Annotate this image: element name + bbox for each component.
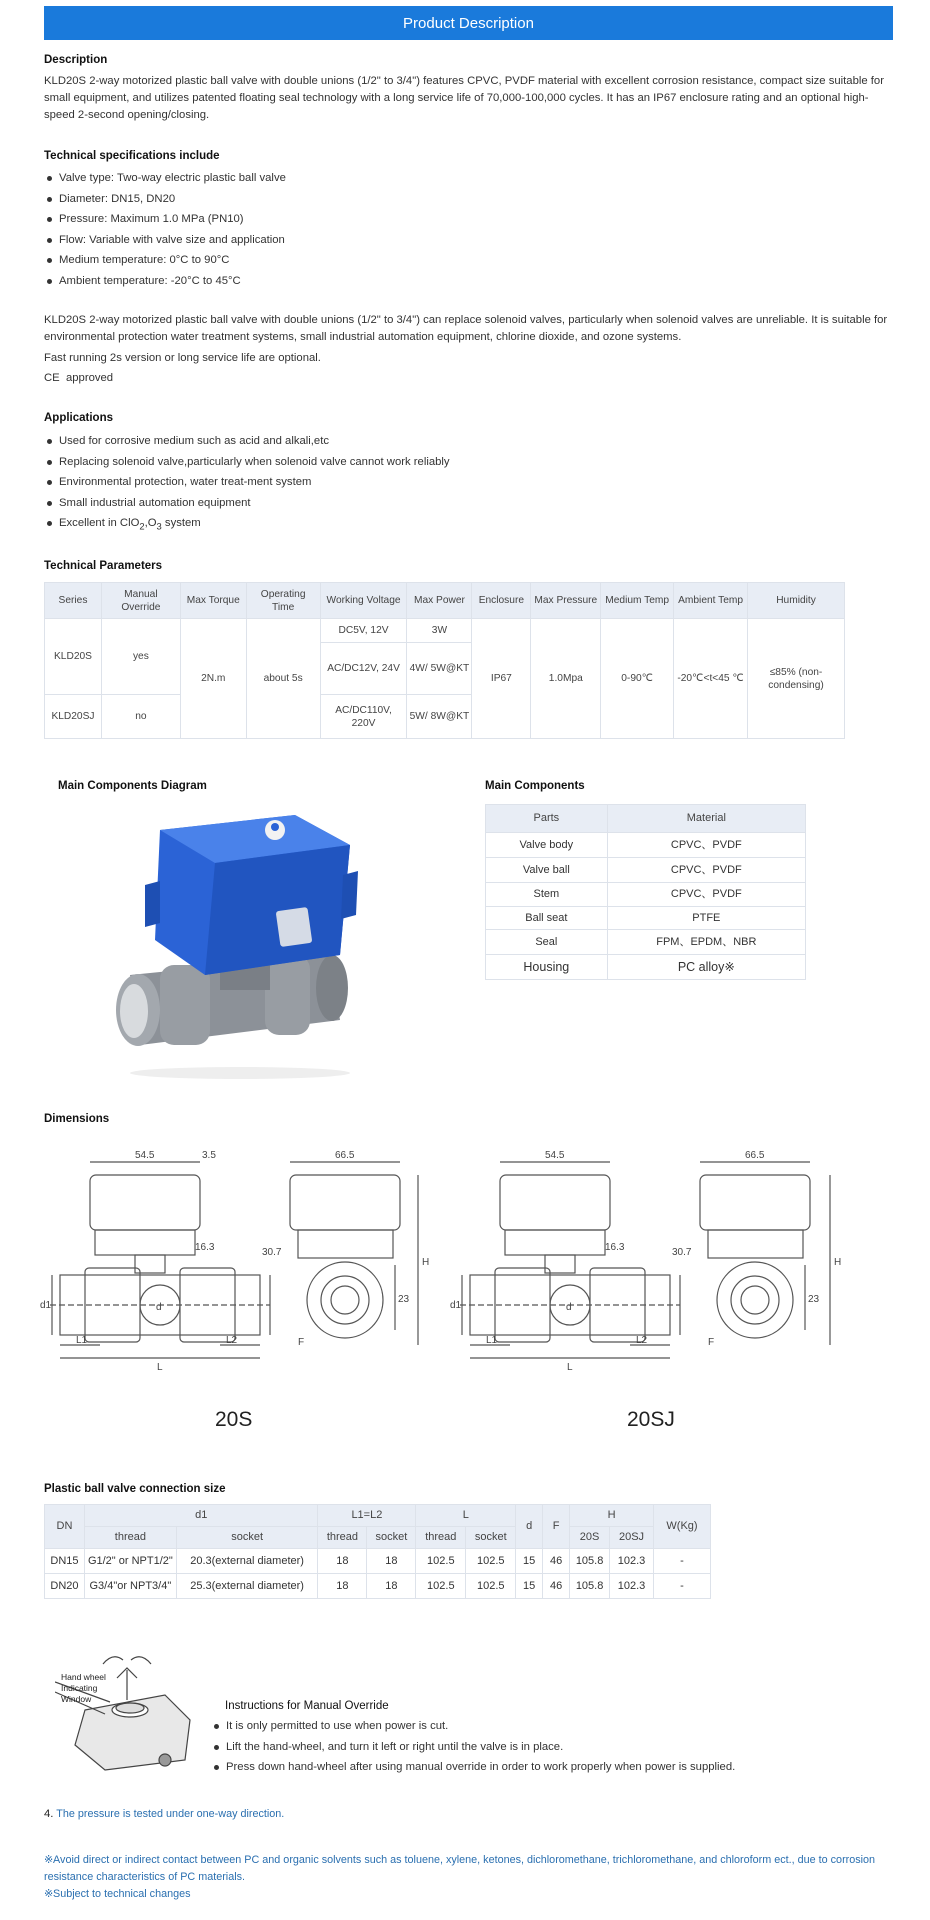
cell: 102.3 (610, 1549, 654, 1574)
dim-label: 16.3 (195, 1242, 215, 1253)
dim-label: 23 (398, 1294, 410, 1305)
cell-series: KLD20S (45, 619, 102, 695)
list-item: Ambient temperature: -20°C to 45°C (45, 271, 745, 292)
cell-part: Stem (486, 883, 608, 907)
cell: G3/4"or NPT3/4" (84, 1574, 176, 1599)
cell-medium-temp: 0-90℃ (601, 619, 674, 739)
dim-label: 66.5 (745, 1150, 765, 1161)
description-text: KLD20S 2-way motorized plastic ball valve with double unions (1/2" to 3/4") features CPVC, PVDF material with excellent corrosion resistance, compact size suitable for small equipment, and utilizes patented floating seal technology with a long service life of 70,000-100,000 cycles. It has an IP67 enclosure rating and an optional high-speed 2-second opening/closing. (44, 75, 884, 121)
cell-material: CPVC、PVDF (607, 858, 805, 883)
cell: 25.3(external diameter) (176, 1574, 318, 1599)
dim-label: d (156, 1302, 162, 1313)
th-weight: W(Kg) (654, 1505, 711, 1549)
th-enclosure: Enclosure (472, 583, 531, 619)
dim-label: 16.3 (605, 1242, 625, 1253)
cell: 105.8 (570, 1574, 610, 1599)
dim-label: d (566, 1302, 572, 1313)
th-torque: Max Torque (180, 583, 246, 619)
th-sub: thread (84, 1527, 176, 1549)
cell: 105.8 (570, 1549, 610, 1574)
th-sub: socket (176, 1527, 318, 1549)
cell-part: Seal (486, 930, 608, 955)
list-item: Environmental protection, water treat-ment system (45, 472, 745, 493)
th-dn: DN (45, 1505, 85, 1549)
th-d1: d1 (84, 1505, 317, 1527)
cell-override: yes (101, 619, 180, 695)
th-f: F (543, 1505, 570, 1549)
cell: 18 (318, 1574, 367, 1599)
cell: - (654, 1574, 711, 1599)
dimension-label-20sj: 20SJ (627, 1408, 675, 1431)
cell-pressure: 1.0Mpa (531, 619, 601, 739)
th-sub: thread (416, 1527, 466, 1549)
cell: DN20 (45, 1574, 85, 1599)
cell-override: no (101, 695, 180, 739)
cell: 46 (543, 1574, 570, 1599)
dim-label: H (834, 1257, 842, 1268)
dim-label: L1 (486, 1335, 498, 1346)
connection-heading: Plastic ball valve connection size (44, 1483, 226, 1495)
table-row (45, 1549, 711, 1574)
dim-label: 30.7 (262, 1247, 282, 1258)
cell: 18 (318, 1549, 367, 1574)
dim-label: L2 (636, 1335, 648, 1346)
list-item (45, 513, 745, 534)
components-heading: Main Components (485, 780, 585, 792)
cell: 20.3(external diameter) (176, 1549, 318, 1574)
list-item: Valve type: Two-way electric plastic ball valve (45, 168, 745, 189)
dim-label: 3.5 (202, 1150, 216, 1161)
dim-label: d1 (40, 1300, 52, 1311)
pressure-note (44, 1806, 284, 1823)
cell-enclosure: IP67 (472, 619, 531, 739)
diagram-heading: Main Components Diagram (58, 780, 207, 792)
th-h: H (570, 1505, 654, 1527)
list-item: Replacing solenoid valve,particularly when solenoid valve cannot work reliably (45, 452, 745, 473)
cell: 102.5 (416, 1549, 466, 1574)
valve-illustration (100, 805, 380, 1085)
pressure-note-text: The pressure is tested under one-way direction. (56, 1808, 285, 1820)
th-l1l2: L1=L2 (318, 1505, 416, 1527)
manual-override-illustration (55, 1650, 195, 1775)
cell: 102.5 (466, 1549, 516, 1574)
cell-time: about 5s (246, 619, 320, 739)
list-item: Diameter: DN15, DN20 (45, 189, 745, 210)
summary-text: KLD20S 2-way motorized plastic ball valve with double unions (1/2" to 3/4") can replace solenoid valves, particularly when solenoid valves are unreliable. It is suitable for environmental protection water treatment systems, small industrial automation equipment, chlorine dioxide, and ozone systems. (44, 314, 888, 343)
cell: 18 (367, 1549, 416, 1574)
th-sub: socket (367, 1527, 416, 1549)
connection-table (44, 1504, 711, 1599)
dim-label: 66.5 (335, 1150, 355, 1161)
th-override: Manual Override (101, 583, 180, 619)
cell-material: CPVC、PVDF (607, 833, 805, 858)
specs-list (45, 168, 745, 291)
applications-list (45, 431, 745, 534)
components-table (485, 804, 806, 980)
dim-label: L (157, 1362, 163, 1373)
dimension-drawings (40, 1140, 860, 1400)
dim-label: 54.5 (545, 1150, 565, 1161)
valve-image (100, 805, 380, 1085)
table-row (45, 1574, 711, 1599)
cell-part: Valve body (486, 833, 608, 858)
list-item: Lift the hand-wheel, and turn it left or right until the valve is in place. (212, 1737, 862, 1758)
dim-label: H (422, 1257, 430, 1268)
th-medium-temp: Medium Temp (601, 583, 674, 619)
avoid-note: ※Avoid direct or indirect contact between PC and organic solvents such as toluene, xylene, ketones, dichloromethane, trichloromethane, and chloroform ect., due to corrosion resistance characteristics of PC materials. (44, 1854, 876, 1883)
cell-voltage: DC5V, 12V (320, 619, 407, 643)
cell: 18 (367, 1574, 416, 1599)
img-label: Window (61, 1694, 92, 1704)
cell-part: Housing (486, 955, 608, 980)
cell-torque: 2N.m (180, 619, 246, 739)
th-series: Series (45, 583, 102, 619)
tech-params-table (44, 582, 845, 739)
description-heading: Description (44, 54, 108, 66)
dimension-label-20s: 20S (215, 1408, 253, 1431)
cell-ambient-temp: -20℃<t<45 ℃ (674, 619, 748, 739)
list-item: It is only permitted to use when power is cut. (212, 1716, 862, 1737)
clo-text: Excellent in ClO (59, 517, 140, 529)
dim-label: d1 (450, 1300, 462, 1311)
cell: DN15 (45, 1549, 85, 1574)
dim-label: 54.5 (135, 1150, 155, 1161)
list-item: Used for corrosive medium such as acid and alkali,etc (45, 431, 745, 452)
summary-ce: CE approved (44, 372, 114, 384)
dim-label: L1 (76, 1335, 88, 1346)
th-parts: Parts (486, 805, 608, 833)
dim-label: F (708, 1337, 715, 1348)
cell: 102.5 (416, 1574, 466, 1599)
cell-material: CPVC、PVDF (607, 883, 805, 907)
summary-optional: Fast running 2s version or long service life are optional. (44, 352, 321, 364)
dim-label: L (567, 1362, 573, 1373)
note-number: 4. (44, 1808, 54, 1820)
manual-heading: Instructions for Manual Override (225, 1700, 389, 1712)
cell-material: PC alloy※ (607, 955, 805, 980)
cell-humidity: ≤85% (non-condensing) (748, 619, 845, 739)
applications-heading: Applications (44, 412, 114, 424)
th-d: d (516, 1505, 543, 1549)
cell: - (654, 1549, 711, 1574)
cell: 46 (543, 1549, 570, 1574)
cell-power: 3W (407, 619, 472, 643)
subject-note: ※Subject to technical changes (44, 1888, 191, 1900)
cell-power: 5W/ 8W@KT (407, 695, 472, 739)
cell-part: Valve ball (486, 858, 608, 883)
cell: 15 (516, 1574, 543, 1599)
list-item: Small industrial automation equipment (45, 493, 745, 514)
cell-material: PTFE (607, 907, 805, 930)
th-sub: thread (318, 1527, 367, 1549)
cell-part: Ball seat (486, 907, 608, 930)
th-time: Operating Time (246, 583, 320, 619)
dimensions-heading: Dimensions (44, 1113, 110, 1125)
th-power: Max Power (407, 583, 472, 619)
cell: G1/2" or NPT1/2" (84, 1549, 176, 1574)
dim-label: L2 (226, 1335, 238, 1346)
img-label: Hand wheel (61, 1672, 106, 1682)
o-text: ,O (144, 517, 157, 529)
list-item: Press down hand-wheel after using manual override in order to work properly when power is supplied. (212, 1757, 862, 1778)
manual-list (212, 1716, 862, 1778)
tech-params-heading: Technical Parameters (44, 560, 163, 572)
dim-label: F (298, 1337, 305, 1348)
header-title: Product Description (403, 14, 534, 32)
th-ambient-temp: Ambient Temp (674, 583, 748, 619)
cell-voltage: AC/DC110V, 220V (320, 695, 407, 739)
th-voltage: Working Voltage (320, 583, 407, 619)
list-item: Flow: Variable with valve size and application (45, 230, 745, 251)
o-sub: 3 (156, 520, 162, 532)
cell-voltage: AC/DC12V, 24V (320, 643, 407, 695)
dim-label: 23 (808, 1294, 820, 1305)
th-l: L (416, 1505, 516, 1527)
list-item: Pressure: Maximum 1.0 MPa (PN10) (45, 209, 745, 230)
dim-label: 30.7 (672, 1247, 692, 1258)
cell-power: 4W/ 5W@KT (407, 643, 472, 695)
page-header (44, 6, 893, 40)
th-sub: socket (466, 1527, 516, 1549)
cell: 102.5 (466, 1574, 516, 1599)
clo-sub: 2 (139, 520, 145, 532)
th-pressure: Max Pressure (531, 583, 601, 619)
th-material: Material (607, 805, 805, 833)
system-text: system (161, 517, 201, 529)
cell: 102.3 (610, 1574, 654, 1599)
specs-heading: Technical specifications include (44, 150, 220, 162)
th-humidity: Humidity (748, 583, 845, 619)
img-label: Indicating (61, 1683, 98, 1693)
cell: 15 (516, 1549, 543, 1574)
list-item: Medium temperature: 0°C to 90°C (45, 250, 745, 271)
th-sub: 20S (570, 1527, 610, 1549)
th-sub: 20SJ (610, 1527, 654, 1549)
cell-material: FPM、EPDM、NBR (607, 930, 805, 955)
cell-series: KLD20SJ (45, 695, 102, 739)
